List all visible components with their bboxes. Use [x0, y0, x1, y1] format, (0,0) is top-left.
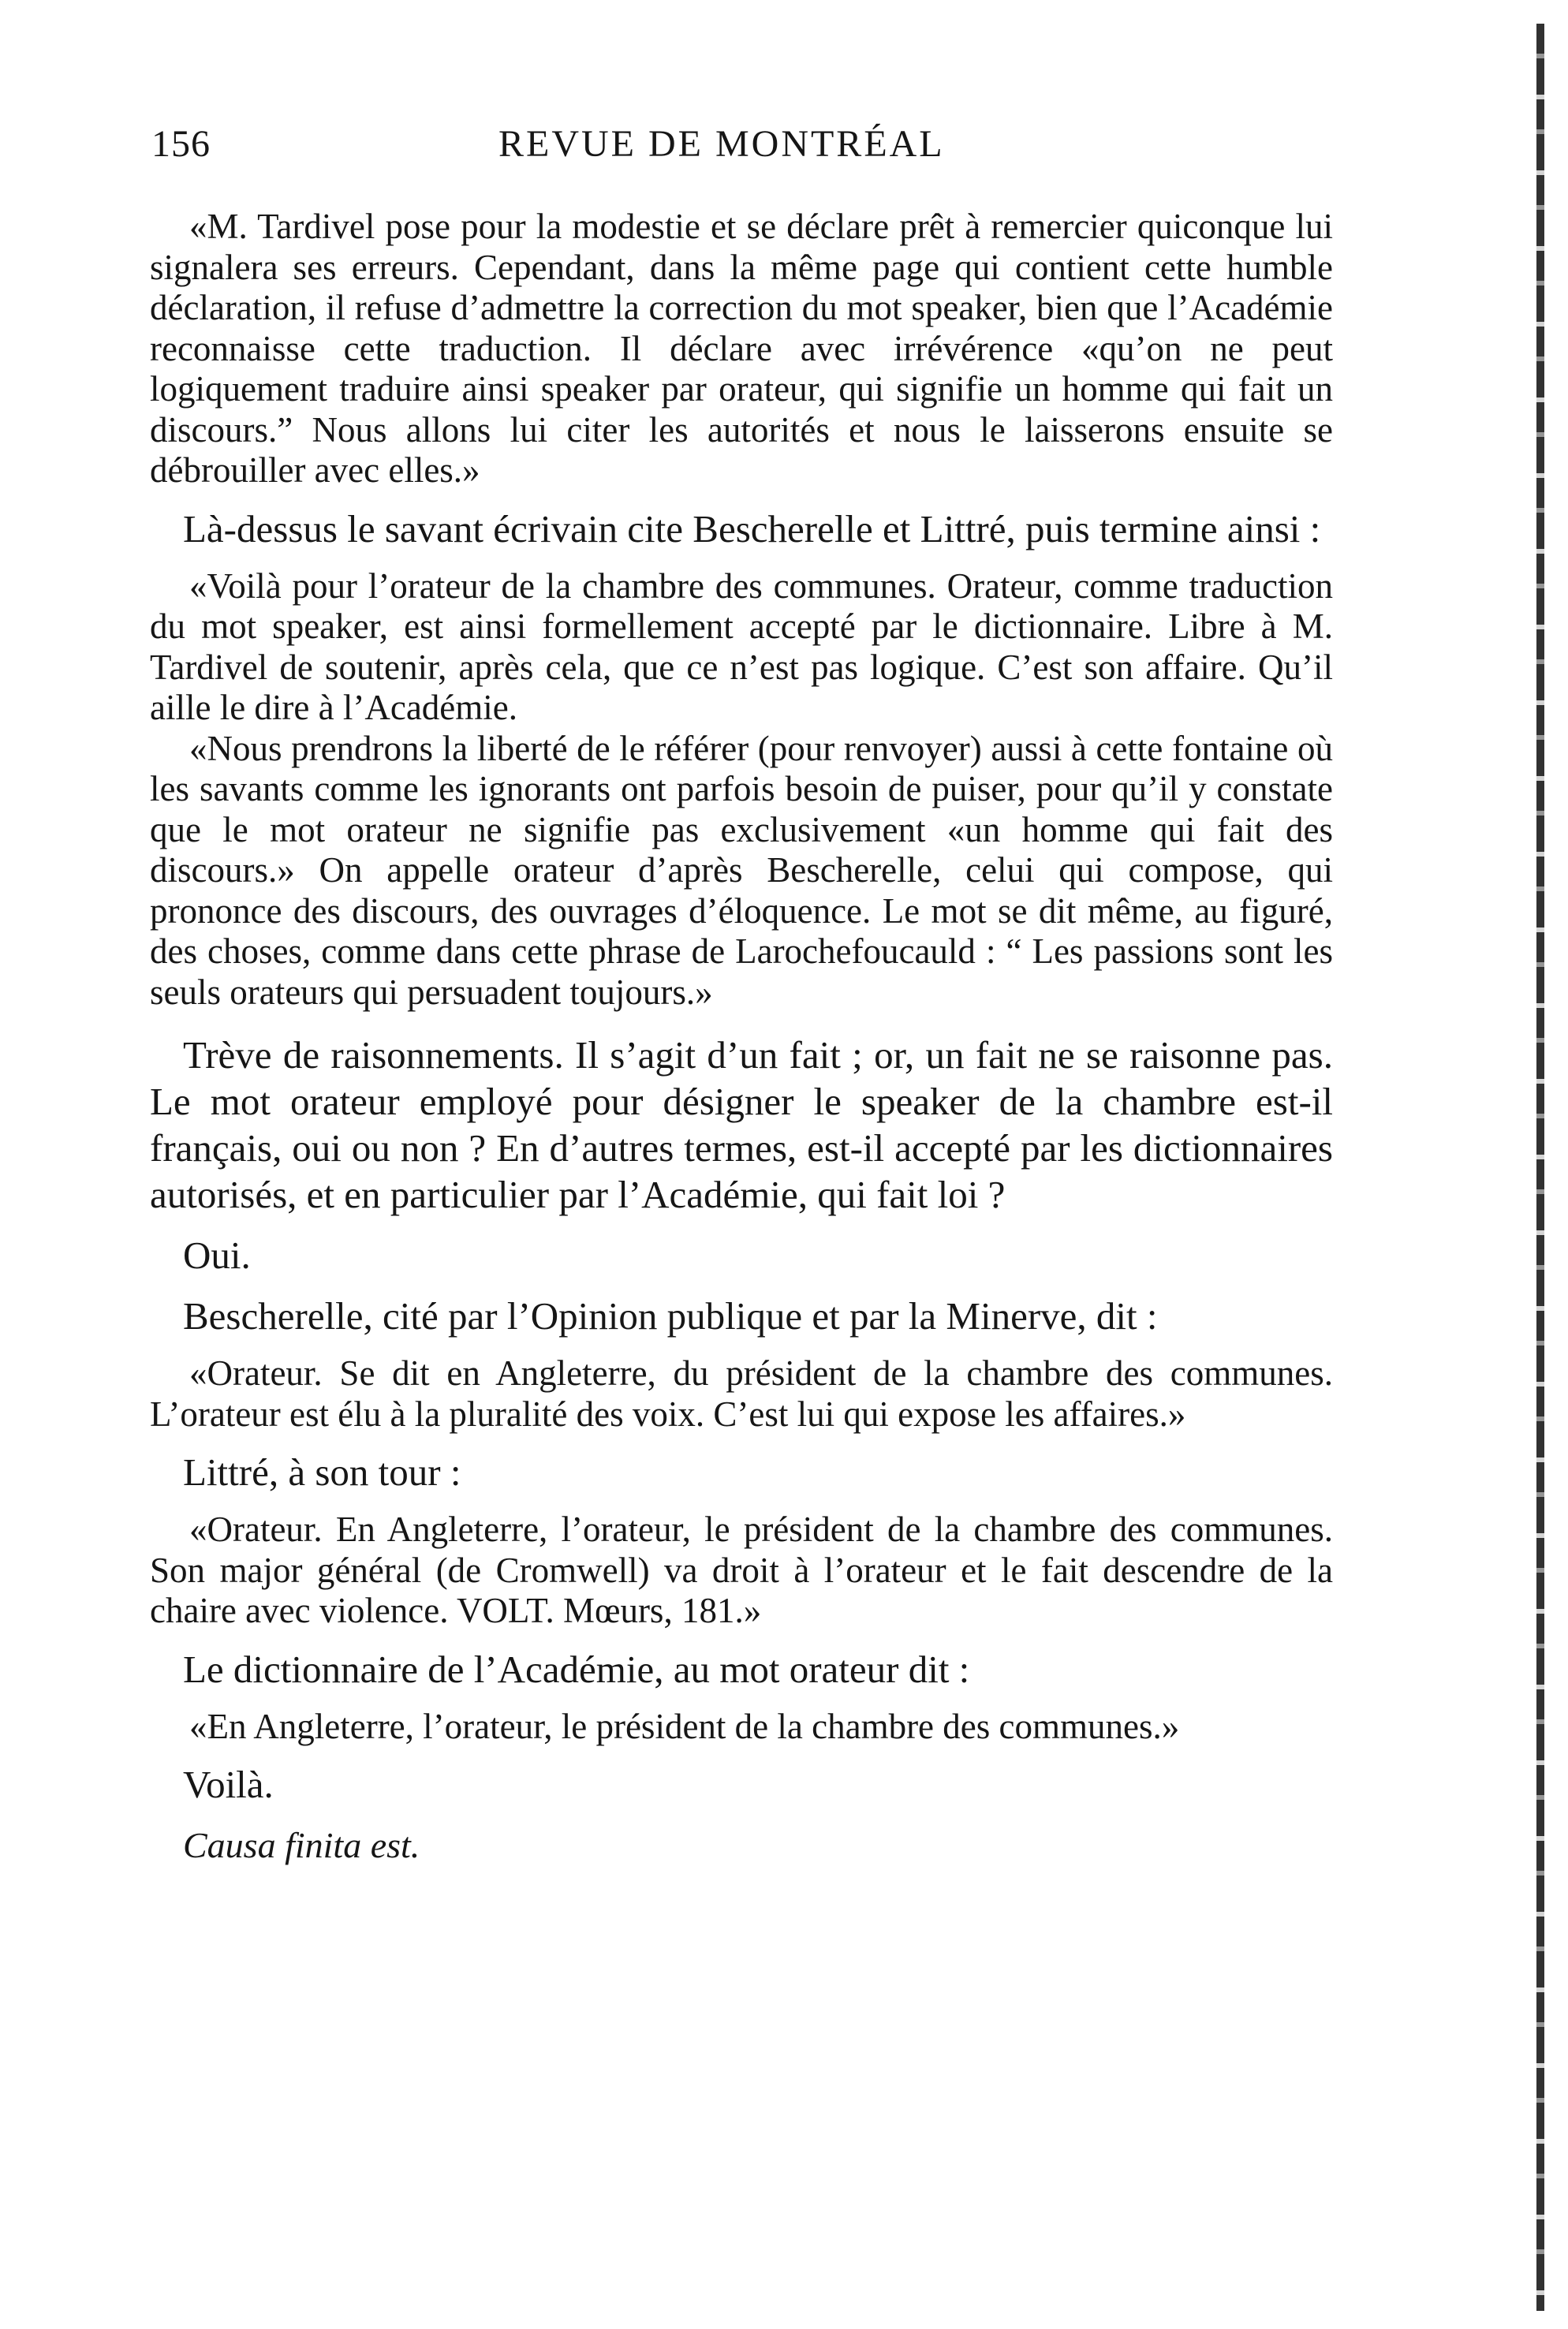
page-edge-shadow: [1536, 24, 1544, 2311]
running-head: [151, 117, 1335, 172]
body-paragraph: Oui.: [183, 1234, 251, 1277]
body-text: [150, 207, 1333, 1868]
quotation-paragraph: «Orateur. En Angleterre, l’orateur, le président de la chambre des communes. Son major général (de Cromwell) va droit à l’orateur et le fait descendre de la chaire avec violence. VOLT. Mœurs, 181.»: [150, 1510, 1333, 1630]
latin-closing-line: Causa finita est.: [183, 1825, 420, 1865]
quotation-paragraph: «Voilà pour l’orateur de la chambre des communes. Orateur, comme traduction du mot speaker, est ainsi formellement accepté par le dictionnaire. Libre à M. Tardivel de soutenir, après cela, que ce n’est pas logique. C’est son affaire. Qu’il aille le dire à l’Académie.: [150, 565, 1333, 727]
body-paragraph: Le dictionnaire de l’Académie, au mot orateur dit :: [183, 1647, 970, 1691]
quotation-paragraph: «Nous prendrons la liberté de le référer (pour renvoyer) aussi à cette fontaine où les savants comme les ignorants ont parfois besoin de puiser, pour qu’il y constate que le mot orateur ne signifie pas exclusivement «un homme qui fait des discours.» On appelle orateur d’après Bescherelle, celui qui compose, qui prononce des discours, des ouvrages d’éloquence. Le mot se dit même, au figuré, des choses, comme dans cette phrase de Larochefoucauld : “ Les passions sont les seuls orateurs qui persuadent toujours.»: [150, 728, 1333, 1012]
body-paragraph: Littré, à son tour :: [183, 1450, 461, 1494]
body-paragraph: Bescherelle, cité par l’Opinion publique et par la Minerve, dit :: [183, 1294, 1158, 1338]
quotation-paragraph: «Orateur. Se dit en Angleterre, du président de la chambre des communes. L’orateur est élu à la pluralité des voix. C’est lui qui expose les affaires.»: [150, 1353, 1333, 1434]
quotation-paragraph: «En Angleterre, l’orateur, le président de la chambre des communes.»: [189, 1706, 1180, 1746]
closing-line: Voilà.: [183, 1763, 274, 1806]
quotation-paragraph: «M. Tardivel pose pour la modestie et se déclare prêt à remercier quiconque lui signalera ses erreurs. Cependant, dans la même page qui contient cette humble déclaration, il refuse d’admettre la correction du mot speaker, bien que l’Académie reconnaisse cette traduction. Il déclare avec irrévérence «qu’on ne peut logiquement traduire ainsi speaker par orateur, qui signifie un homme qui fait un discours.” Nous allons lui citer les autorités et nous le laisserons ensuite se débrouiller avec elles.»: [150, 207, 1333, 490]
body-paragraph: Trève de raisonnements. Il s’agit d’un fait ; or, un fait ne se raisonne pas. Le mot orateur employé pour désigner le speaker de la chambre est-il français, oui ou non ? En d’autres termes, est-il accepté par les dictionnaires autorisés, et en particulier par l’Académie, qui fait loi ?: [150, 1033, 1333, 1216]
body-paragraph: Là-dessus le savant écrivain cite Bescherelle et Littré, puis termine ainsi :: [183, 506, 1321, 551]
page-number: 156: [151, 123, 211, 165]
journal-title: REVUE DE MONTRÉAL: [498, 123, 945, 165]
